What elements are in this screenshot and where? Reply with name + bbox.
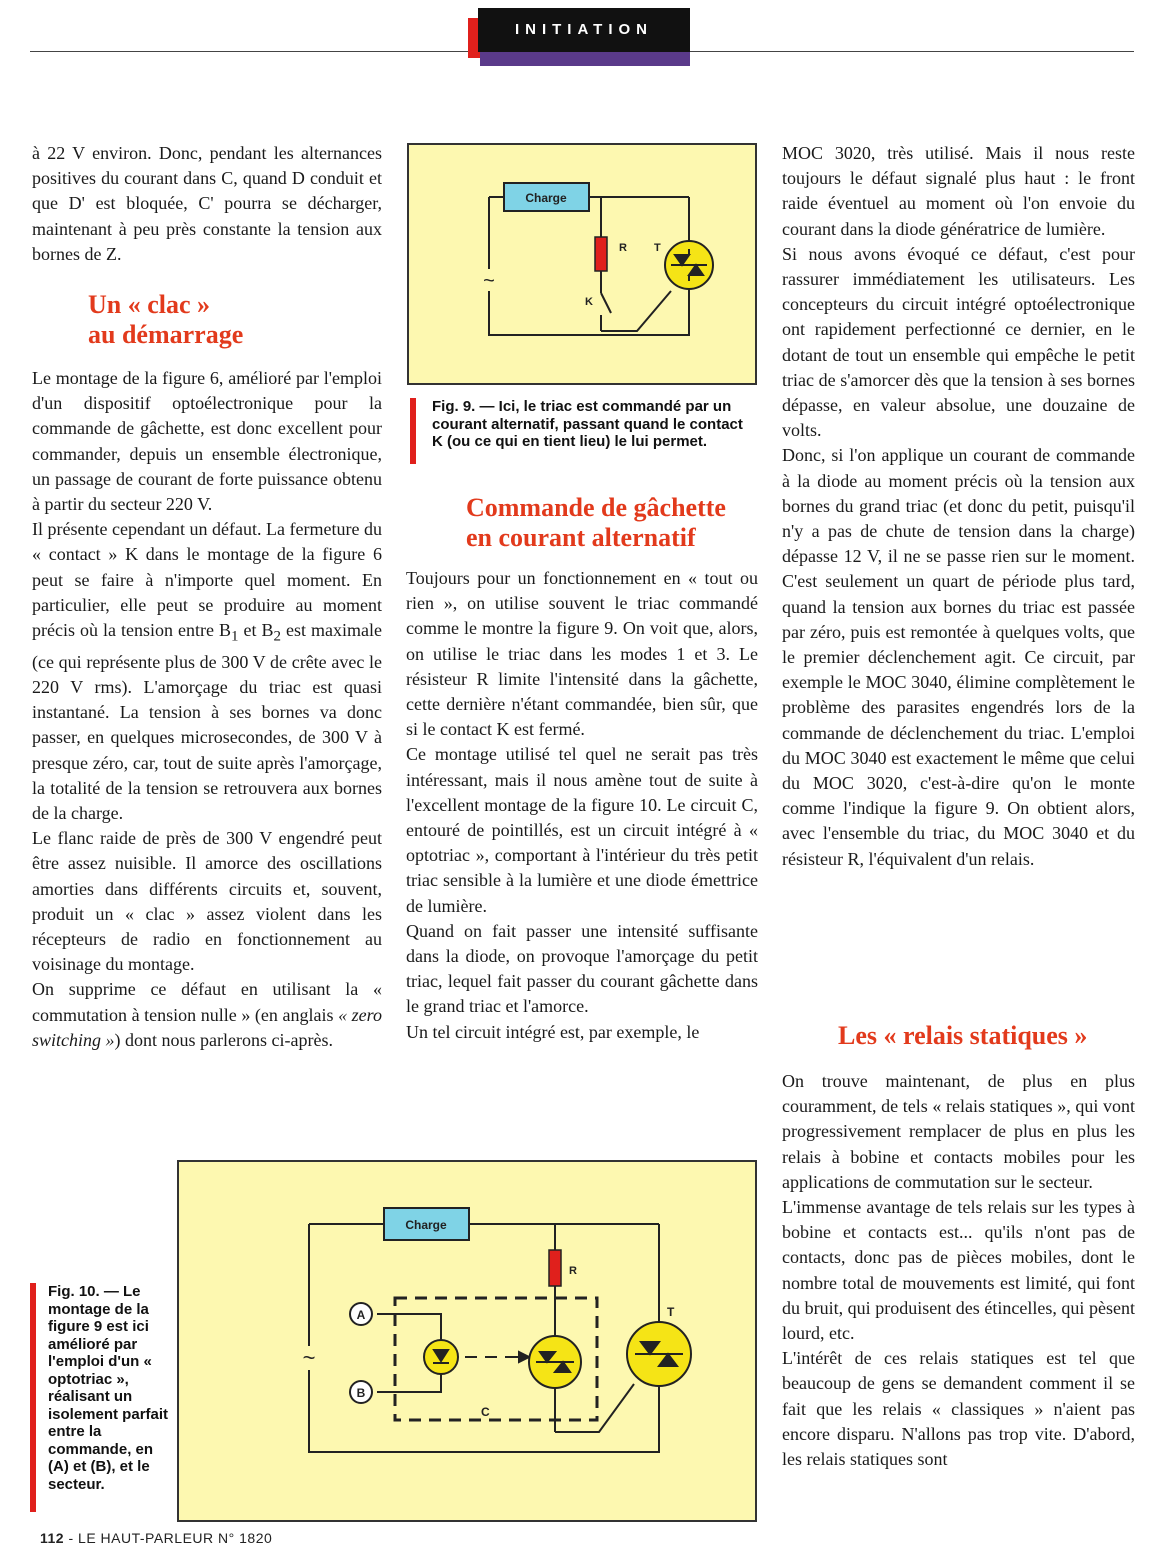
heading-un-clac-line1: Un « clac » bbox=[88, 290, 211, 319]
page-footer bbox=[40, 1530, 272, 1546]
fig10-charge-label: Charge bbox=[405, 1218, 447, 1232]
col1-p5-emphasis: « zero switching » bbox=[32, 1004, 382, 1050]
heading-un-clac-line2: au démarrage bbox=[88, 320, 244, 349]
banner-purple-strip bbox=[480, 52, 690, 66]
section-title: INITIATION bbox=[478, 8, 690, 52]
figure-10-schematic bbox=[179, 1162, 755, 1520]
fig10-resistor bbox=[549, 1250, 561, 1286]
fig9-k-label: K bbox=[585, 296, 593, 308]
col3-paragraph-6: L'intérêt de ces relais statiques est tel que beaucoup de gens se demandent comment il se fait que les relais « classiques » n'aient pas encore disparu. N'allons pas trop vite. D'abord, les relais statiques sont bbox=[782, 1348, 1135, 1470]
column-3-bottom bbox=[782, 1069, 1135, 1472]
header-rule-right bbox=[690, 51, 1134, 52]
fig9-caption: Fig. 9. — Ici, le triac est commandé par un courant alternatif, passant quand le contact K (ou ce qui en tient lieu) le lui permet. bbox=[432, 398, 743, 450]
column-2-body bbox=[406, 566, 758, 1045]
fig10-c-label: C bbox=[481, 1405, 490, 1419]
heading-relais-statiques: Les « relais statiques » bbox=[838, 1021, 1088, 1050]
col3-paragraph-1: MOC 3020, très utilisé. Mais il nous reste toujours le défaut signalé plus haut : le front raide éventuel au moment où l'on envoie du courant dans la diode génératrice de lumière. bbox=[782, 143, 1135, 239]
magazine-name: - LE HAUT-PARLEUR N° 1820 bbox=[64, 1530, 273, 1546]
fig9-ac-source-icon: ~ bbox=[483, 270, 495, 292]
col3-paragraph-2: Si nous avons évoqué ce défaut, c'est pour rassurer immédiatement les utilisateurs. Les concepteurs du circuit intégré optoélectronique ont rapidement perfectionné ce dernier, en le dotant de tout un ensemble qui empêche le petit triac de s'amorcer dès que la tension à ses bornes dépasse, en valeur absolue, une douzaine de volts. bbox=[782, 243, 1135, 441]
figure-9-schematic bbox=[409, 145, 755, 383]
fig10-t-label: T bbox=[667, 1305, 675, 1319]
figure-10 bbox=[177, 1160, 757, 1522]
col1-p5-part-b: ) dont nous parlerons ci-après. bbox=[114, 1029, 333, 1050]
col1-p3-sub2: 2 bbox=[273, 628, 282, 645]
section-banner bbox=[468, 8, 690, 58]
fig10-r-label: R bbox=[569, 1265, 577, 1277]
col3-paragraph-4: On trouve maintenant, de plus en plus couramment, de tels « relais statiques », qui vont progressivement remplacer de plus en plus les relais à bobine et contacts mobiles pour les applications de commutation sur le secteur. bbox=[782, 1071, 1135, 1192]
col2-paragraph-1: Toujours pour un fonctionnement en « tout ou rien », on utilise souvent le triac commandé comme le montre la figure 9. On voit que, alors, on utilise le triac dans les modes 1 et 3. Le résisteur R limite l'intensité dans la gâchette, cette dernière n'étant commandée, bien sûr, que si le contact K est fermé. bbox=[406, 568, 758, 740]
fig10-caption: Fig. 10. — Le montage de la figure 9 est ici amélioré par l'emploi d'un « optotriac », réalisant un isolement parfait entre la commande, en (A) et (B), et le secteur. bbox=[48, 1283, 169, 1493]
col2-paragraph-4: Un tel circuit intégré est, par exemple, le bbox=[406, 1021, 700, 1042]
col3-paragraph-3: Donc, si l'on applique un courant de commande à la diode au moment précis où la tension aux bornes du grand triac (et donc du petit, puisqu'il n'y a pas de chute de tension dans la charge) dépasse 12 V, il ne se passe rien sur le moment. C'est seulement un quart de période plus tard, quand la tension aux bornes du triac est passée par zéro, puis est remontée à quelques volts, que le premier déclenchement agit. Ce circuit, par exemple le MOC 3040, élimine complètement le problème des parasites engendrés lors de la commande de déclenchement du triac. L'emploi du MOC 3040 est exactement le même que celui du MOC 3020, c'est-à-dire qu'on le monte comme l'indique la figure 9. On obtient alors, avec l'ensemble du triac, du MOC 3040 et du résisteur R, l'équivalent d'un relais. bbox=[782, 445, 1135, 869]
col1-paragraph-1: à 22 V environ. Donc, pendant les alternances positives du courant dans C, quand D conduit et que D' est bloquée, C' pourra se décharger, maintenant à peu près constante la tension aux bornes de Z. bbox=[32, 143, 382, 264]
heading-commande-line1: Commande de gâchette bbox=[466, 493, 726, 522]
col1-p3-sub1: 1 bbox=[231, 628, 239, 645]
heading-un-clac bbox=[88, 290, 243, 350]
heading-commande-line2: en courant alternatif bbox=[466, 523, 696, 552]
col1-p3-part-a: Il présente cependant un défaut. La fermeture du « contact » K dans le montage de la figure 6 peut se faire à n'importe quel moment. En particulier, elle peut se produire au moment précis où la tension entre B bbox=[32, 519, 382, 641]
col1-paragraph-5 bbox=[32, 977, 382, 1053]
col2-paragraph-3: Quand on fait passer une intensité suffisante dans la diode, on provoque l'amorçage du petit triac, lequel fait passer du courant gâchette dans le grand triac et l'amorce. bbox=[406, 920, 758, 1017]
fig9-resistor bbox=[595, 237, 607, 271]
fig10-a-label: A bbox=[356, 1308, 366, 1322]
col2-paragraph-2: Ce montage utilisé tel quel ne serait pas très intéressant, mais il nous amène tout de suite à l'excellent montage de la figure 10. Le circuit C, entouré de pointillés, est un circuit intégré à « optotriac », comportant à l'intérieur du très petit triac sensible à la lumière et une diode émettrice de lumière. bbox=[406, 744, 758, 916]
fig10-ac-source-icon: ~ bbox=[302, 1345, 316, 1370]
fig10-caption-bar bbox=[30, 1283, 36, 1512]
heading-commande-gachette bbox=[466, 493, 726, 553]
col3-paragraph-5: L'immense avantage de tels relais sur les types à bobine et contacts est... qu'ils n'ont pas de contacts, donc pas de pièces mobiles, dont le nombre total de mouvements est limité, qui font du bruit, qui produisent des étincelles, qui pèsent lourd, etc. bbox=[782, 1197, 1135, 1344]
page-number: 112 bbox=[40, 1530, 65, 1546]
fig9-r-label: R bbox=[619, 242, 627, 254]
fig9-caption-bar bbox=[410, 398, 416, 464]
fig9-charge-label: Charge bbox=[525, 191, 567, 205]
col1-p3-part-b: et B bbox=[238, 620, 274, 641]
column-3-top bbox=[782, 141, 1135, 872]
column-1-body bbox=[32, 366, 382, 1053]
fig10-b-label: B bbox=[356, 1386, 366, 1400]
col1-p3-part-c: est maximale (ce qui représente plus de 300 V de crête avec le 220 V rms). L'amorçage du triac est quasi instantané. La tension à ses bornes va donc passer, en quelques microsecondes, de 300 V à presque zéro, car, tout de suite après l'amorçage, la totalité de la tension se retrouvera aux bornes de la charge. bbox=[32, 620, 382, 824]
fig9-t-label: T bbox=[654, 242, 661, 254]
col1-p5-part-a: On supprime ce défaut en utilisant la « commutation à tension nulle » (en anglais bbox=[32, 979, 382, 1025]
column-1-top bbox=[32, 141, 382, 267]
col1-paragraph-3 bbox=[32, 517, 382, 826]
figure-9 bbox=[407, 143, 757, 385]
col1-paragraph-2: Le montage de la figure 6, amélioré par l'emploi d'un dispositif optoélectronique pour la commande de gâchette, est donc excellent pour commander, depuis un ensemble électronique, un passage de courant de forte puissance obtenu à partir du secteur 220 V. bbox=[32, 368, 382, 515]
col1-paragraph-4: Le flanc raide de près de 300 V engendré peut être assez nuisible. Il amorce des oscillations amorties dans différents circuits et, souvent, produit un « clac » assez violent dans les récepteurs de radio en fonctionnement au voisinage du montage. bbox=[32, 828, 382, 975]
header-rule-left bbox=[30, 51, 470, 52]
